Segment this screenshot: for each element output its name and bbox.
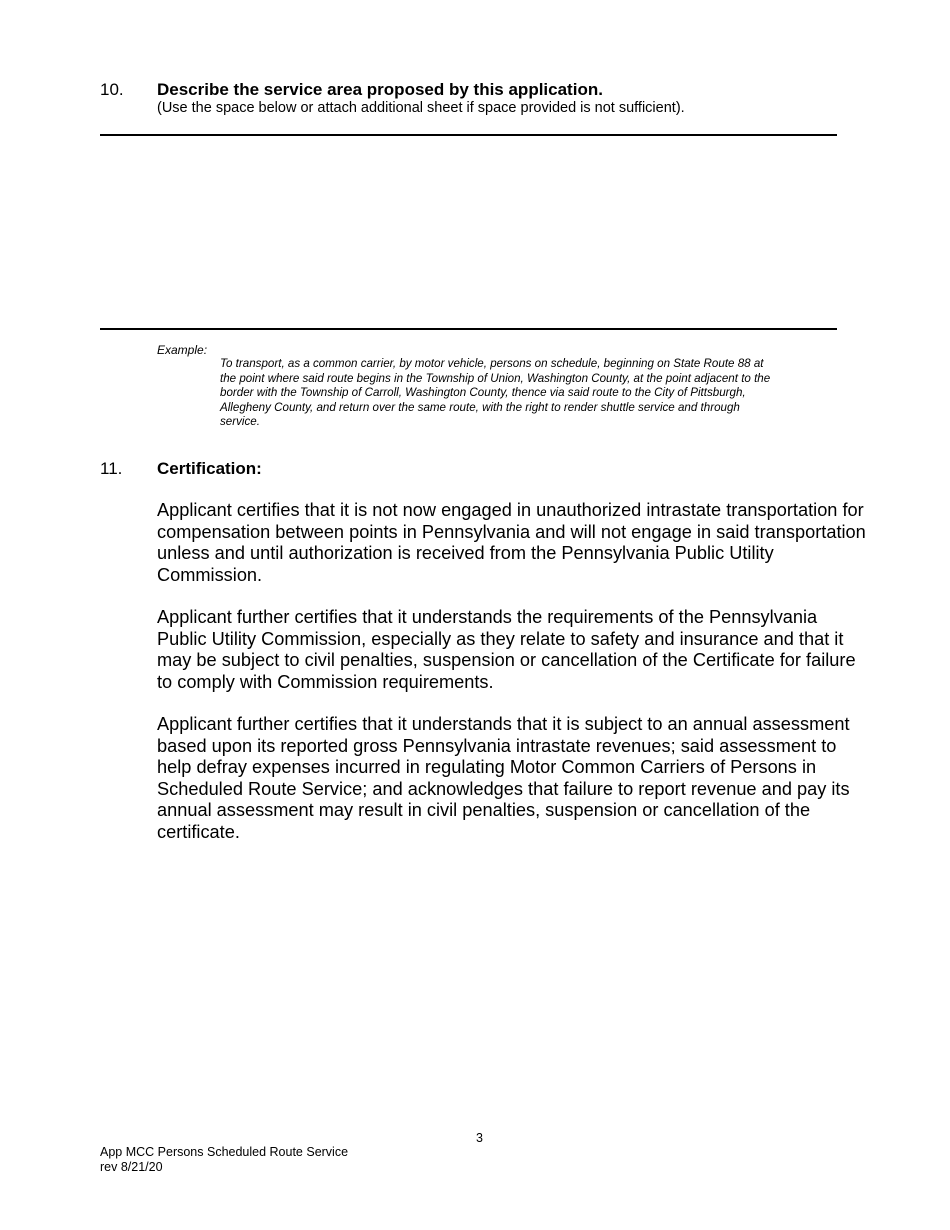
section-11-number: 11.	[100, 459, 123, 478]
certification-paragraph-1: Applicant certifies that it is not now engaged in unauthorized intrastate transportation for compensation between points in Pennsylvania and will not engage in said transportation unless and until authorization is received from the Pennsylvania Public Utility Commission.	[157, 500, 866, 585]
certification-paragraph-2: Applicant further certifies that it understands the requirements of the Pennsylvania Public Utility Commission, especially as they relate to safety and insurance and that it may be subject to civil penalties, suspension or cancellation of the Certificate for failure to comply with Commission requirements.	[157, 607, 856, 692]
page-number: 3	[476, 1131, 483, 1145]
section-10-heading: Describe the service area proposed by this application.	[157, 80, 603, 99]
answer-bottom-rule	[100, 328, 837, 330]
section-10-instruction: (Use the space below or attach additional sheet if space provided is not sufficient).	[157, 100, 685, 116]
certification-paragraph-3: Applicant further certifies that it understands that it is subject to an annual assessment based upon its reported gross Pennsylvania intrastate revenues; said assessment to help defray expenses incurred in regulating Motor Common Carriers of Persons in Scheduled Route Service; and acknowledges that failure to report revenue and pay its annual assessment may result in civil penalties, suspension or cancellation of the certificate.	[157, 714, 850, 842]
example-label: Example:	[157, 343, 208, 357]
section-11-heading: Certification:	[157, 459, 262, 478]
service-area-answer-field[interactable]	[100, 138, 837, 324]
section-10-number: 10.	[100, 80, 124, 99]
example-text: To transport, as a common carrier, by motor vehicle, persons on schedule, beginning on State Route 88 at the point where said route begins in the Township of Union, Washington County, at the point adjacent to the border with the Township of Carroll, Washington County, thence via said route to the City of Pittsburgh, Allegheny County, and return over the same route, with the right to render shuttle service and through service.	[220, 357, 771, 428]
answer-top-rule	[100, 134, 837, 136]
footer-form-name: App MCC Persons Scheduled Route Service	[100, 1145, 349, 1159]
footer-revision: rev 8/21/20	[100, 1160, 163, 1174]
